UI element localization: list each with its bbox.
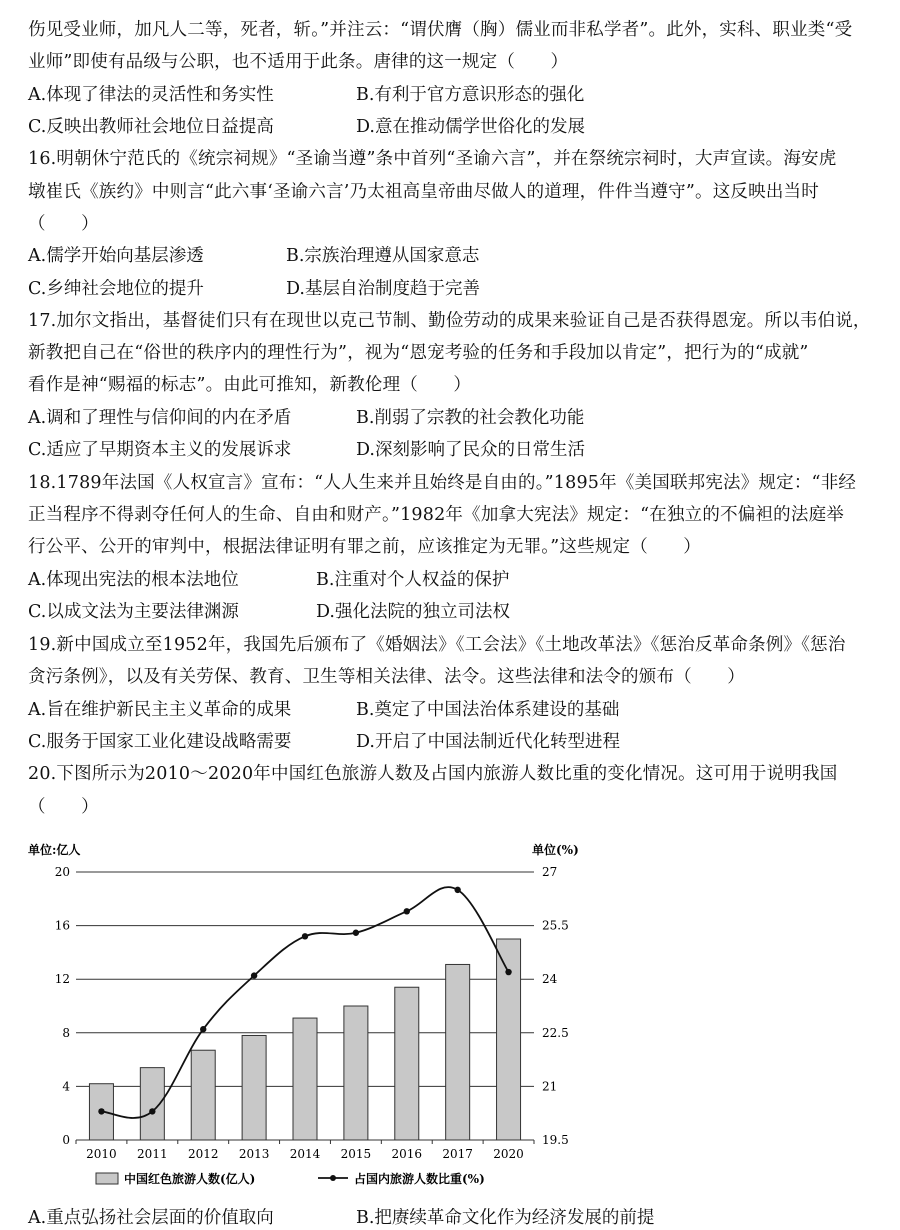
x-axis-tick-label: 2017: [442, 1147, 473, 1161]
q15-option-a[interactable]: A.体现了律法的灵活性和务实性: [28, 85, 274, 105]
right-axis-tick-label: 25.5: [542, 918, 569, 933]
right-axis-tick-label: 22.5: [542, 1025, 569, 1040]
x-axis-tick-label: 2020: [493, 1147, 524, 1161]
q19-option-a[interactable]: A.旨在维护新民主主义革命的成果: [28, 700, 292, 720]
q16-stem-line-3: （ ）: [28, 214, 99, 234]
q16-option-c[interactable]: C.乡绅社会地位的提升: [28, 279, 204, 299]
left-axis-tick-label: 8: [62, 1025, 70, 1040]
share-point-2017: [454, 887, 460, 893]
q17-option-c[interactable]: C.适应了早期资本主义的发展诉求: [28, 440, 292, 460]
q19-stem-line-2: 贪污条例》，以及有关劳保、教育、卫生等相关法律、法令。这些法律和法令的颁布（ ）: [28, 667, 745, 687]
q17-option-b[interactable]: B.削弱了宗教的社会教化功能: [356, 408, 585, 428]
q19-option-b[interactable]: B.奠定了中国法治体系建设的基础: [356, 700, 620, 720]
q20-option-b[interactable]: B.把赓续革命文化作为经济发展的前提: [356, 1208, 655, 1228]
q15-option-c[interactable]: C.反映出教师社会地位日益提高: [28, 117, 274, 137]
share-point-2013: [251, 972, 257, 978]
left-axis-tick-label: 20: [54, 865, 70, 879]
q16-option-a[interactable]: A.儒学开始向基层渗透: [28, 246, 204, 266]
q18-stem-line-3: 行公平、公开的审判中，根据法律证明有罪之前，应该推定为无罪。”这些规定（ ）: [28, 537, 701, 557]
q16-stem-line-1: 16.明朝休宁范氏的《统宗祠规》“圣谕当遵”条中首列“圣谕六言”，并在祭统宗祠时，大声宣读。海安虎: [28, 149, 837, 169]
left-axis-unit-label: 单位:亿人: [28, 843, 81, 857]
q18-stem-line-1: 18.1789年法国《人权宣言》宣布：“人人生来并且始终是自由的。”1895年《美国联邦宪法》规定：“非经: [28, 473, 857, 493]
chart-legend: [96, 1171, 485, 1186]
share-point-2015: [353, 930, 359, 936]
share-point-2010: [98, 1108, 104, 1114]
q19-option-c[interactable]: C.服务于国家工业化建设战略需要: [28, 732, 292, 752]
bar-2012: [191, 1050, 215, 1140]
q18-option-a[interactable]: A.体现出宪法的根本法地位: [28, 570, 239, 590]
share-point-2016: [404, 908, 410, 914]
share-point-2014: [302, 933, 308, 939]
legend-bar-label: 中国红色旅游人数(亿人): [124, 1172, 256, 1186]
q20-option-a[interactable]: A.重点弘扬社会层面的价值取向: [28, 1208, 274, 1228]
q15-stem-line-2: 业师”即使有品级与公职，也不适用于此条。唐律的这一规定（ ）: [28, 52, 569, 72]
share-point-2011: [149, 1108, 155, 1114]
x-axis-tick-label: 2013: [238, 1147, 270, 1161]
q19-option-d[interactable]: D.开启了中国法制近代化转型进程: [356, 732, 620, 752]
legend-line-marker: [330, 1175, 336, 1181]
bar-2015: [344, 1006, 368, 1140]
q18-option-d[interactable]: D.强化法院的独立司法权: [316, 602, 510, 622]
bar-2013: [242, 1035, 266, 1140]
legend-bar-swatch: [96, 1173, 118, 1184]
q18-stem-line-2: 正当程序不得剥夺任何人的生命、自由和财产。”1982年《加拿大宪法》规定：“在独立的不偏袒的法庭举: [28, 505, 844, 525]
left-axis-tick-label: 0: [62, 1133, 70, 1147]
bar-2014: [293, 1018, 317, 1140]
q18-option-b[interactable]: B.注重对个人权益的保护: [316, 570, 510, 590]
q15-option-d[interactable]: D.意在推动儒学世俗化的发展: [356, 117, 585, 137]
q15-stem-line-1: 伤见受业师，加凡人二等，死者，斩。”并注云：“谓伏膺（胸）儒业而非私学者”。此外，实科、职业类“受: [28, 20, 853, 40]
q17-stem-line-1: 17.加尔文指出，基督徒们只有在现世以克己节制、勤俭劳动的成果来验证自己是否获得恩宠。所以韦伯说，: [28, 311, 871, 331]
right-axis-tick-label: 19.5: [542, 1133, 569, 1147]
q16-option-b[interactable]: B.宗族治理遵从国家意志: [286, 246, 480, 266]
x-axis-tick-label: 2012: [187, 1147, 219, 1161]
q15-option-b[interactable]: B.有利于官方意识形态的强化: [356, 85, 585, 105]
q20-stem-line-2: （ ）: [28, 797, 99, 817]
q17-option-a[interactable]: A.调和了理性与信仰间的内在矛盾: [28, 408, 292, 428]
bar-2016: [395, 987, 419, 1140]
red-tourism-chart: [28, 830, 588, 1192]
x-axis-tick-label: 2015: [340, 1147, 372, 1161]
x-axis-tick-label: 2011: [137, 1147, 168, 1161]
right-axis-tick-label: 27: [542, 865, 558, 879]
x-axis-tick-label: 2014: [289, 1147, 321, 1161]
right-axis-unit-label: 单位(%): [532, 843, 579, 857]
share-point-2012: [200, 1026, 206, 1032]
right-axis-tick-label: 24: [542, 972, 558, 987]
q17-stem-line-2: 新教把自己在“俗世的秩序内的理性行为”，视为“恩宠考验的任务和手段加以肯定”，把行为的“成就”: [28, 343, 809, 363]
left-axis-tick-label: 16: [54, 918, 70, 933]
left-axis-tick-label: 4: [62, 1079, 70, 1094]
q16-option-d[interactable]: D.基层自治制度趋于完善: [286, 279, 480, 299]
legend-line-label: 占国内旅游人数比重(%): [354, 1172, 485, 1186]
q20-stem-line-1: 20.下图所示为2010～2020年中国红色旅游人数及占国内旅游人数比重的变化情况。这可用于说明我国: [28, 764, 838, 784]
q18-option-c[interactable]: C.以成文法为主要法律渊源: [28, 602, 239, 622]
share-point-2020: [505, 969, 511, 975]
left-axis-tick-label: 12: [54, 972, 70, 987]
bar-2017: [446, 964, 470, 1140]
x-axis-tick-label: 2016: [391, 1147, 423, 1161]
q16-stem-line-2: 墩崔氏《族约》中则言“此六事‘圣谕六言’乃太祖高皇帝曲尽做人的道理，件件当遵守”。这反映出当时: [28, 182, 819, 202]
q17-option-d[interactable]: D.深刻影响了民众的日常生活: [356, 440, 585, 460]
q19-stem-line-1: 19.新中国成立至1952年，我国先后颁布了《婚姻法》《工会法》《土地改革法》《惩治反革命条例》《惩治: [28, 635, 846, 655]
q17-stem-line-3: 看作是神“赐福的标志”。由此可推知，新教伦理（ ）: [28, 375, 472, 395]
right-axis-tick-label: 21: [542, 1079, 558, 1094]
x-axis-tick-label: 2010: [86, 1147, 117, 1161]
